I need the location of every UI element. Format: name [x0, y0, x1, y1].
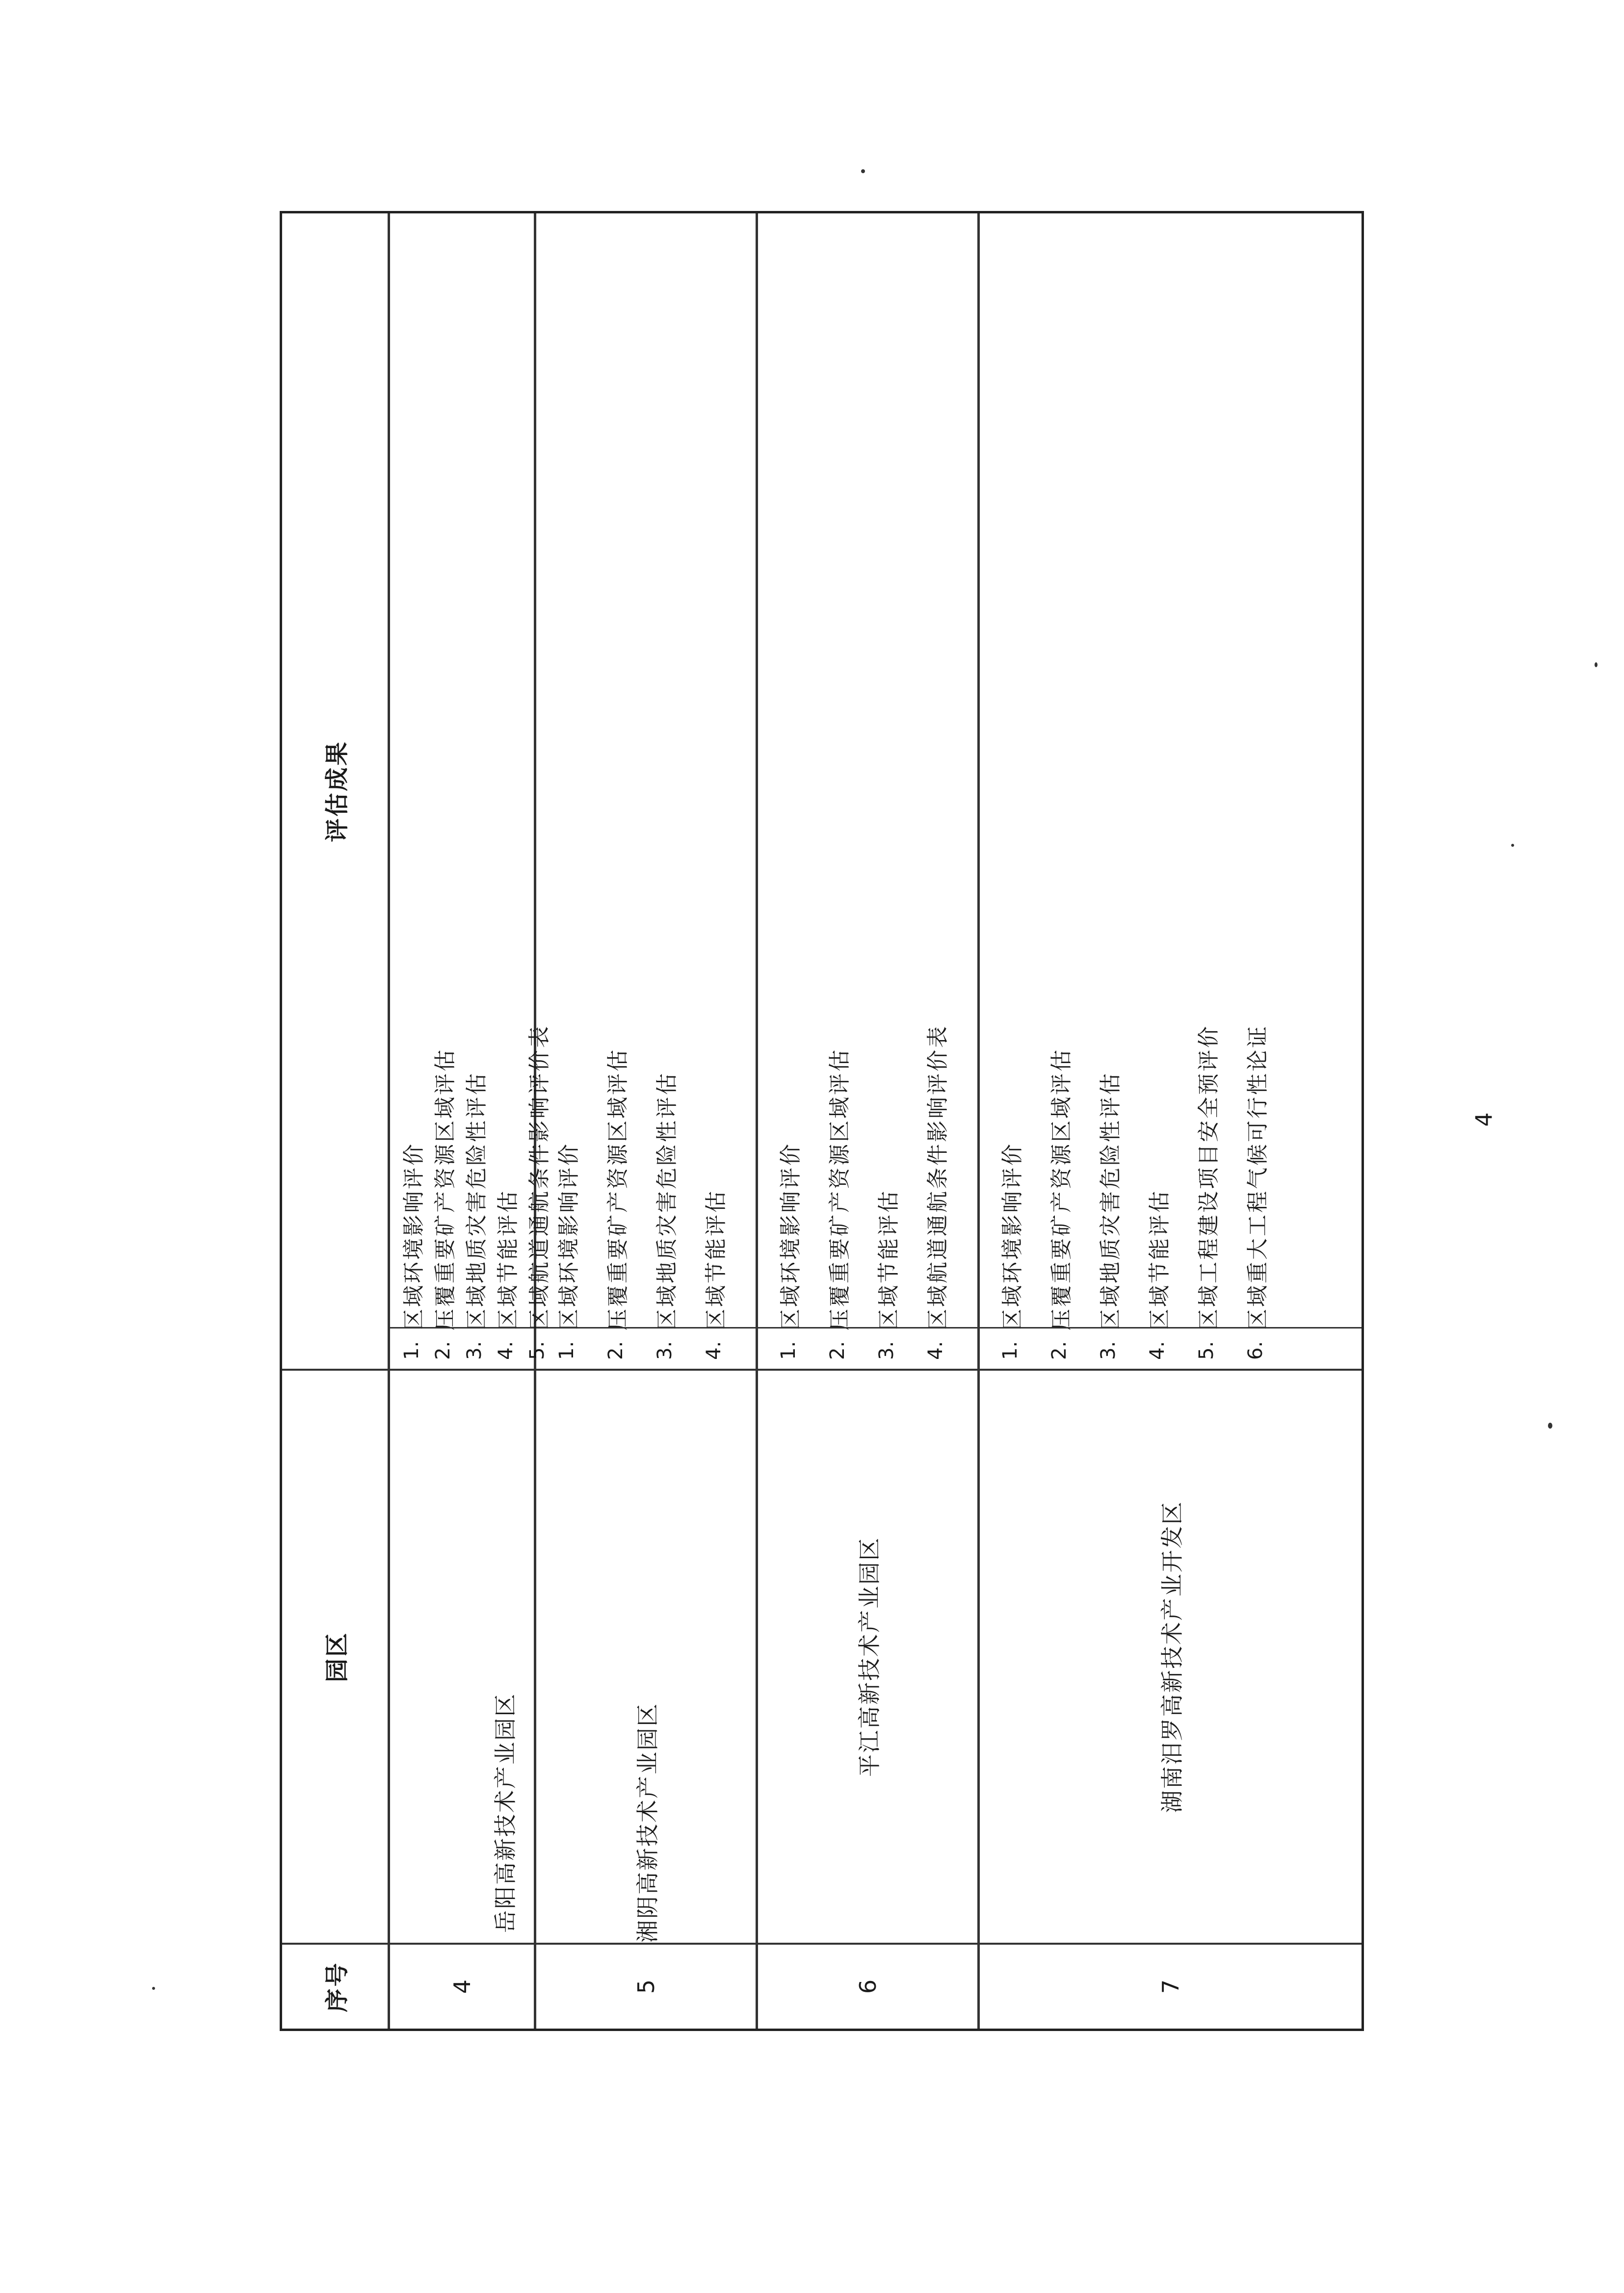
evaluation-results-table	[280, 211, 1364, 2031]
scan-speck	[1595, 662, 1598, 667]
list-item	[1231, 213, 1280, 1369]
scan-speck	[1548, 1423, 1552, 1429]
item-number: 4.	[924, 1341, 947, 1360]
item-text: 区域航道通航条件影响评价表	[925, 1024, 950, 1330]
item-text: 区域地质灾害危险性评估	[1098, 1071, 1123, 1330]
row-5-park: 湘阴高新技术产业园区	[536, 1369, 758, 1943]
row-7-results	[980, 213, 1362, 1369]
item-text: 压覆重要矿产资源区域评估	[605, 1048, 630, 1330]
item-number: 3.	[654, 1341, 676, 1360]
list-item	[396, 213, 427, 1369]
item-number: 1.	[999, 1341, 1022, 1360]
item-text: 区域重大工程气候可行性论证	[1245, 1024, 1270, 1330]
item-number: 4.	[1146, 1341, 1169, 1360]
scan-speck	[861, 169, 865, 173]
item-text: 区域环境影响评价	[1000, 1142, 1025, 1330]
item-text: 区域环境影响评价	[778, 1142, 803, 1330]
list-item	[640, 213, 689, 1369]
list-item	[764, 213, 813, 1369]
item-text: 区域环境影响评价	[401, 1142, 426, 1330]
item-text: 压覆重要矿产资源区域评估	[433, 1048, 458, 1330]
row-6-seq: 6	[758, 1943, 980, 2029]
list-item	[1084, 213, 1133, 1369]
list-item	[427, 213, 459, 1369]
header-park: 园区	[282, 1369, 390, 1943]
item-text: 压覆重要矿产资源区域评估	[1049, 1048, 1074, 1330]
item-number: 4.	[703, 1341, 725, 1360]
item-number: 4.	[495, 1341, 517, 1360]
list-item	[1182, 213, 1231, 1369]
row-4-results	[390, 213, 552, 1369]
list-item	[542, 213, 591, 1369]
page-number: 4	[1470, 1112, 1497, 1127]
item-text: 区域地质灾害危险性评估	[655, 1071, 680, 1330]
list-item	[459, 213, 490, 1369]
scan-speck	[1511, 844, 1514, 847]
item-text: 区域航道通航条件影响评价表	[527, 1024, 552, 1330]
item-number: 3.	[463, 1341, 486, 1360]
list-item	[911, 213, 960, 1369]
row-5-seq: 5	[536, 1943, 758, 2029]
item-number: 5.	[526, 1341, 549, 1360]
item-number: 1.	[400, 1341, 423, 1360]
item-text: 区域节能评估	[1147, 1189, 1172, 1330]
row-6-results	[758, 213, 980, 1369]
item-number: 2.	[826, 1341, 849, 1360]
item-text: 区域节能评估	[876, 1189, 901, 1330]
list-item	[813, 213, 862, 1369]
list-item	[1133, 213, 1182, 1369]
item-text: 区域节能评估	[704, 1189, 729, 1330]
item-number: 3.	[1097, 1341, 1120, 1360]
item-number: 1.	[555, 1341, 578, 1360]
list-item	[986, 213, 1035, 1369]
header-results: 评估成果	[282, 213, 390, 1369]
row-4-seq: 4	[390, 1943, 536, 2029]
scan-speck	[152, 1987, 155, 1990]
list-item	[689, 213, 738, 1369]
row-7-seq: 7	[980, 1943, 1362, 2029]
row-6-park: 平江高新技术产业园区	[758, 1369, 980, 1943]
row-7-park: 湖南汨罗高新技术产业开发区	[980, 1369, 1362, 1943]
row-5-results	[536, 213, 758, 1369]
list-item	[862, 213, 911, 1369]
list-item	[591, 213, 640, 1369]
item-number: 2.	[432, 1341, 454, 1360]
rotated-table-wrapper	[280, 211, 1364, 2031]
list-item	[490, 213, 522, 1369]
item-number: 1.	[777, 1341, 800, 1360]
item-text: 区域环境影响评价	[556, 1142, 581, 1330]
row-4-park: 岳阳高新技术产业园区	[390, 1369, 536, 1943]
item-number: 2.	[604, 1341, 627, 1360]
header-seq: 序号	[282, 1943, 390, 2029]
item-text: 压覆重要矿产资源区域评估	[827, 1048, 852, 1330]
list-item	[1035, 213, 1084, 1369]
item-number: 6.	[1244, 1341, 1267, 1360]
item-number: 2.	[1048, 1341, 1071, 1360]
item-text: 区域工程建设项目安全预评价	[1196, 1024, 1221, 1330]
item-text: 区域节能评估	[496, 1189, 521, 1330]
item-number: 3.	[875, 1341, 898, 1360]
item-number: 5.	[1195, 1341, 1218, 1360]
item-text: 区域地质灾害危险性评估	[464, 1071, 489, 1330]
